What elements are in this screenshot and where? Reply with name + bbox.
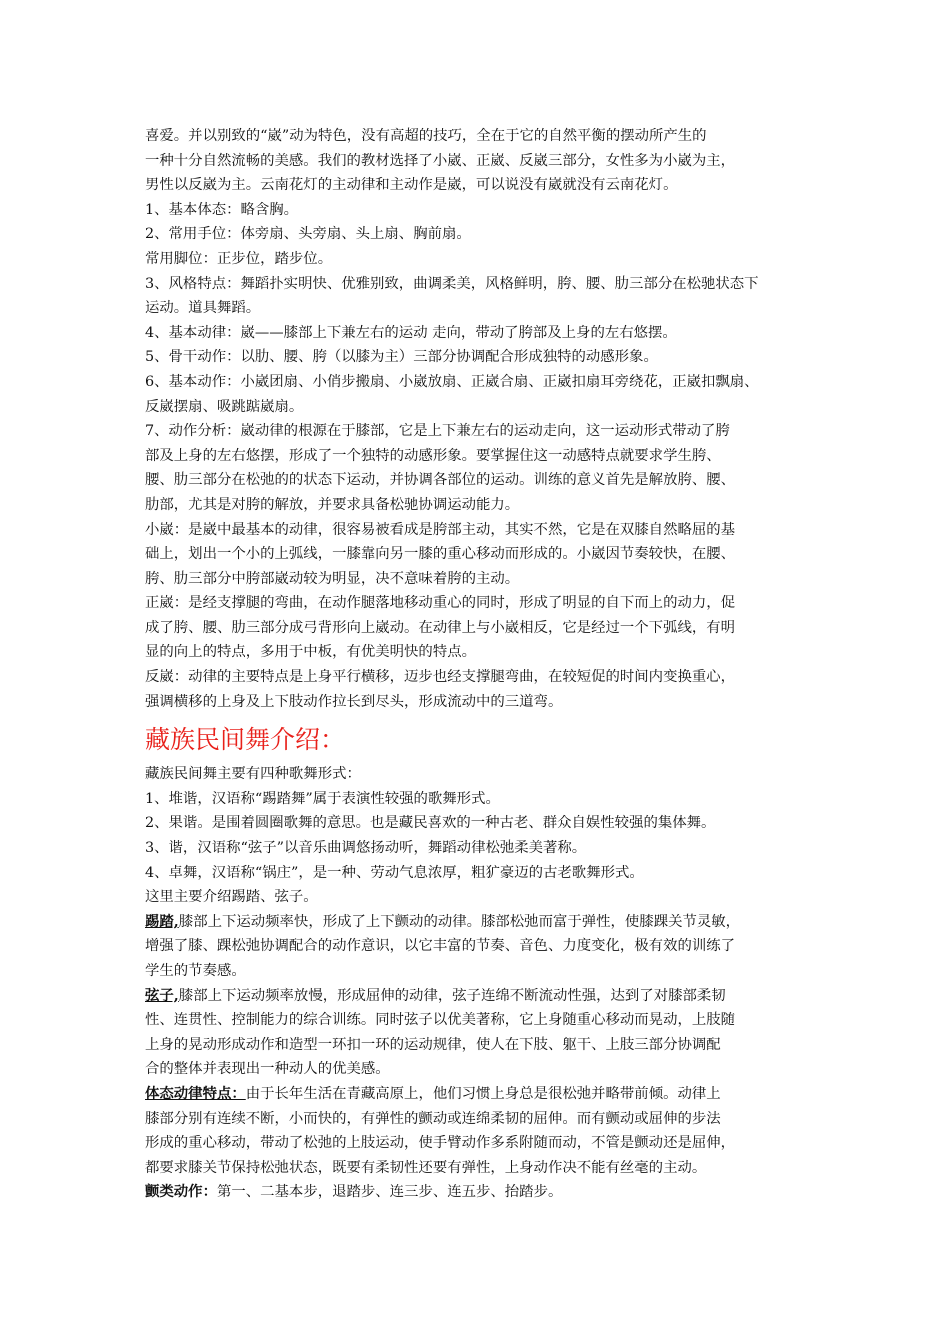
text-line: 喜爱。并以别致的“崴”动为特色，没有高超的技巧，全在于它的自然平衡的摆动所产生的 xyxy=(145,128,707,144)
text-line: 肋部，尤其是对胯的解放，并要求具备松驰协调运动能力。 xyxy=(145,496,520,513)
text-line: 合的整体并表现出一种动人的优美感。 xyxy=(145,1061,390,1078)
text-line: 这里主要介绍踢踏、弦子。 xyxy=(145,889,318,906)
text-line: 性、连贯性、控制能力的综合训练。同时弦子以优美著称，它上身随重心移动而晃动，上肢随 xyxy=(145,1012,736,1029)
text-line: 增强了膝、踝松弛协调配合的动作意识，以它丰富的节奏、音色、力度变化，极有效的训练了 xyxy=(145,938,736,955)
text-line: 5、骨干动作：以肋、腰、胯（以膝为主）三部分协调配合形成独特的动感形象。 xyxy=(145,349,658,366)
text-line: 4、卓舞，汉语称“锅庄”，是一种、劳动气息浓厚，粗犷豪迈的古老歌舞形式。 xyxy=(145,864,644,881)
text-line: 4、基本动律：崴——膝部上下兼左右的运动 走向，带动了胯部及上身的左右悠摆。 xyxy=(145,324,677,341)
chan-paragraph-line xyxy=(145,1180,805,1205)
xianzi-text: 膝部上下运动频率放慢，形成屈伸的动律，弦子连绵不断流动性强，达到了对膝部柔韧 xyxy=(178,987,726,1004)
text-line: 强调横移的上身及上下肢动作拉长到尽头，形成流动中的三道弯。 xyxy=(145,693,563,710)
text-line: 2、常用手位：体旁扇、头旁扇、头上扇、胸前扇。 xyxy=(145,226,471,243)
text-line: 男性以反崴为主。云南花灯的主动律和主动作是崴，可以说没有崴就没有云南花灯。 xyxy=(145,177,678,194)
xianzi-paragraph-line xyxy=(145,984,805,1009)
text-line: 1、堆谐，汉语称“踢踏舞”属于表演性较强的歌舞形式。 xyxy=(145,790,500,807)
text-line: 常用脚位：正步位，踏步位。 xyxy=(145,250,333,267)
tibetan-dance-section xyxy=(145,762,805,1205)
chan-text: 第一、二基本步，退踏步、连三步、连五步、抬踏步。 xyxy=(216,1184,563,1201)
text-line: 部及上身的左右悠摆，形成了一个独特的动感形象。要掌握住这一动感特点就要求学生胯、 xyxy=(145,447,721,464)
text-line: 形成的重心移动，带动了松弛的上肢运动，使手臂动作多系附随而动，不管是颤动还是屈伸， xyxy=(145,1135,736,1152)
posture-paragraph-line xyxy=(145,1082,805,1107)
text-line: 小崴：是崴中最基本的动律，很容易被看成是胯部主动，其实不然，它是在双膝自然略屈的基 xyxy=(145,521,736,538)
chan-term: 颤类动作： xyxy=(145,1183,217,1201)
tita-text: 膝部上下运动频率快，形成了上下颤动的动律。膝部松弛而富于弹性，使膝踝关节灵敏， xyxy=(178,913,741,930)
section-heading: 藏族民间舞介绍： xyxy=(145,725,346,755)
text-line: 藏族民间舞主要有四种歌舞形式： xyxy=(145,766,361,783)
text-line: 2、果谐。是围着圆圈歌舞的意思。也是藏民喜欢的一种古老、群众自娱性较强的集体舞。 xyxy=(145,815,716,832)
text-line: 1、基本体态：略含胸。 xyxy=(145,201,299,218)
text-line: 反崴：动律的主要特点是上身平行横移，迈步也经支撑腿弯曲，在较短促的时间内变换重心， xyxy=(145,669,736,686)
text-line: 一种十分自然流畅的美感。我们的教材选择了小崴、正崴、反崴三部分，女性多为小崴为主， xyxy=(145,152,736,169)
text-line: 胯、肋三部分中胯部崴动较为明显，决不意味着胯的主动。 xyxy=(145,570,520,587)
text-line: 础上，划出一个小的上弧线，一膝靠向另一膝的重心移动而形成的。小崴因节奏较快，在腰、 xyxy=(145,546,736,563)
text-line: 学生的节奏感。 xyxy=(145,963,246,979)
tita-term: 踢踏, xyxy=(145,912,179,930)
text-line: 7、动作分析：崴动律的根源在于膝部，它是上下兼左右的运动走向，这一运动形式带动了胯 xyxy=(145,423,730,440)
text-line: 正崴：是经支撑腿的弯曲，在动作腿落地移动重心的同时，形成了明显的自下而上的动力，促 xyxy=(145,595,736,612)
xianzi-term: 弦子, xyxy=(145,986,179,1004)
text-line: 显的向上的特点，多用于中板，有优美明快的特点。 xyxy=(145,644,476,661)
tita-paragraph-line xyxy=(145,910,805,935)
text-line: 3、谐，汉语称“弦子”以音乐曲调悠扬动听，舞蹈动律松弛柔美著称。 xyxy=(145,840,587,857)
text-line: 3、风格特点：舞蹈扑实明快、优雅别致，曲调柔美，风格鲜明，胯、腰、肋三部分在松驰状态下 xyxy=(145,275,759,292)
huadeng-section xyxy=(145,124,805,714)
text-line: 6、基本动作：小崴团扇、小俏步搬扇、小崴放扇、正崴合扇、正崴扣扇耳旁绕花，正崴扣飘扇、 xyxy=(145,373,759,390)
text-line: 运动。道具舞蹈。 xyxy=(145,300,261,317)
text-line: 都要求膝关节保持松弛状态，既要有柔韧性还要有弹性，上身动作决不能有丝毫的主动。 xyxy=(145,1159,707,1176)
posture-text: 由于长年生活在青藏高原上，他们习惯上身总是很松弛并略带前倾。动律上 xyxy=(245,1085,721,1102)
text-line: 膝部分别有连续不断，小而快的，有弹性的颤动或连绵柔韧的屈伸。而有颤动或屈伸的步法 xyxy=(145,1110,721,1127)
text-line: 成了胯、腰、肋三部分成弓背形向上崴动。在动律上与小崴相反，它是经过一个下弧线，有明 xyxy=(145,619,736,636)
posture-term: 体态动律特点： xyxy=(145,1084,246,1102)
text-line: 上身的晃动形成动作和造型一环扣一环的运动规律，使人在下肢、躯干、上肢三部分协调配 xyxy=(145,1036,721,1053)
document-page xyxy=(145,124,805,1205)
text-line: 腰、肋三部分在松弛的的状态下运动，并协调各部位的运动。训练的意义首先是解放胯、腰、 xyxy=(145,472,736,489)
text-line: 反崴摆扇、吸跳踮崴扇。 xyxy=(145,398,304,415)
